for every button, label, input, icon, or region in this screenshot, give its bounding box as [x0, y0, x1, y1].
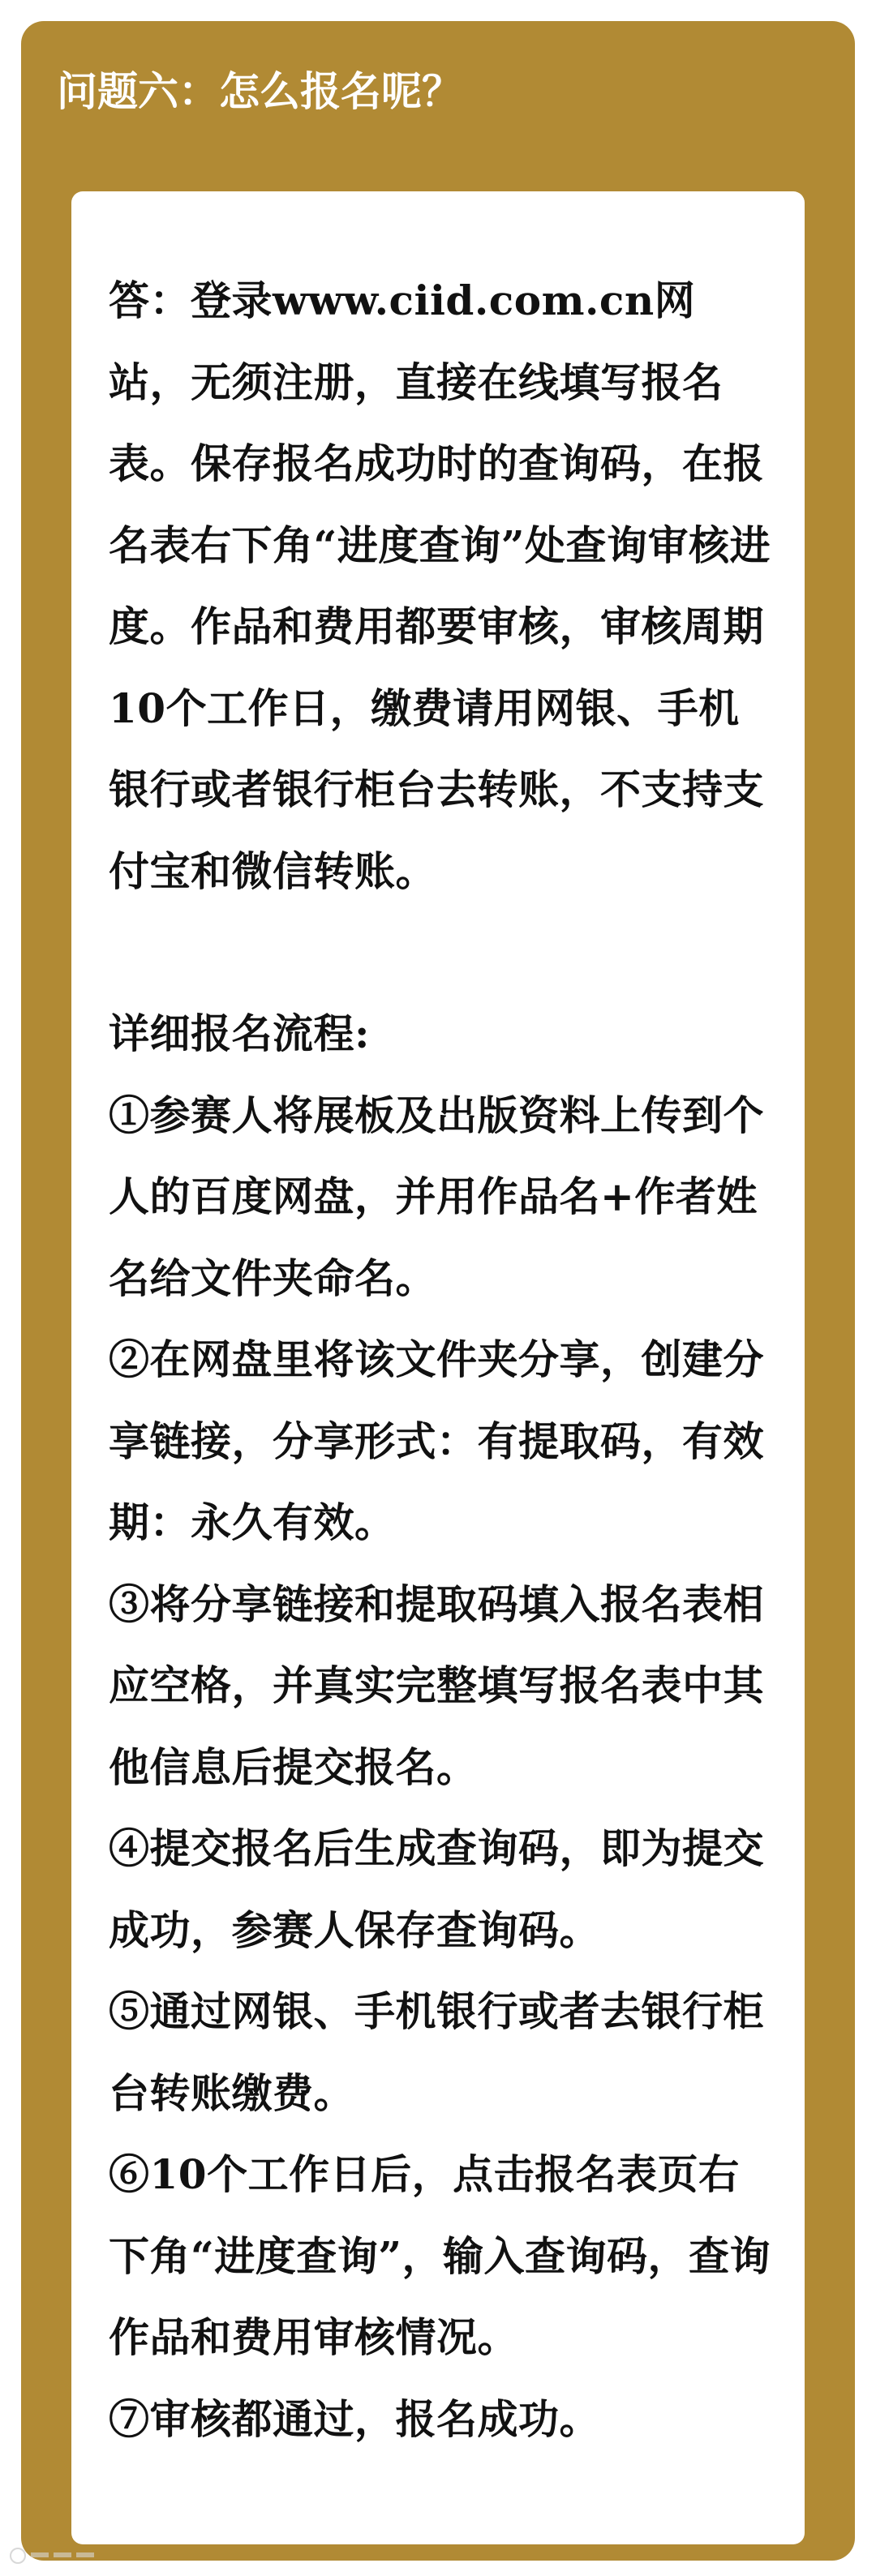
step-6-text: ⑥10个工作日后，点击报名表页右下角“进度查询”，输入查询码，查询作品和费用审核情况。 [109, 2150, 771, 2361]
question-title: 问题六：怎么报名呢？ [57, 67, 462, 115]
step-3-text: ③将分享链接和提取码填入报名表相应空格，并真实完整填写报名表中其他信息后提交报名。 [109, 1579, 764, 1791]
answer-text: 答：登录www.ciid.com.cn网站，无须注册，直接在线填写报名表。保存报名成功时的查询码，在报名表右下角“进度查询”处查询审核进度。作品和费用都要审核，审核周期10个工作日，缴费请用网银、手机银行或者银行柜台去转账，不支持支付宝和微信转账。 [109, 276, 771, 895]
step-5-text: ⑤通过网银、手机银行或者去银行柜台转账缴费。 [109, 1987, 764, 2117]
step-7-text: ⑦审核都通过，报名成功。 [109, 2394, 600, 2443]
watermark-logo [8, 2546, 130, 2570]
step-1-text: ①参赛人将展板及出版资料上传到个人的百度网盘，并用作品名+作者姓名给文件夹命名。 [109, 1091, 764, 1302]
answer-card [71, 191, 805, 2544]
section-spacer [109, 912, 775, 993]
watermark-graphic [8, 2546, 130, 2565]
faq-panel [21, 21, 855, 2561]
step-4-text: ④提交报名后生成查询码，即为提交成功，参赛人保存查询码。 [109, 1824, 764, 1954]
step-2-text: ②在网盘里将该文件夹分享，创建分享链接，分享形式：有提取码，有效期：永久有效。 [109, 1335, 764, 1546]
process-heading: 详细报名流程: [109, 1009, 370, 1057]
